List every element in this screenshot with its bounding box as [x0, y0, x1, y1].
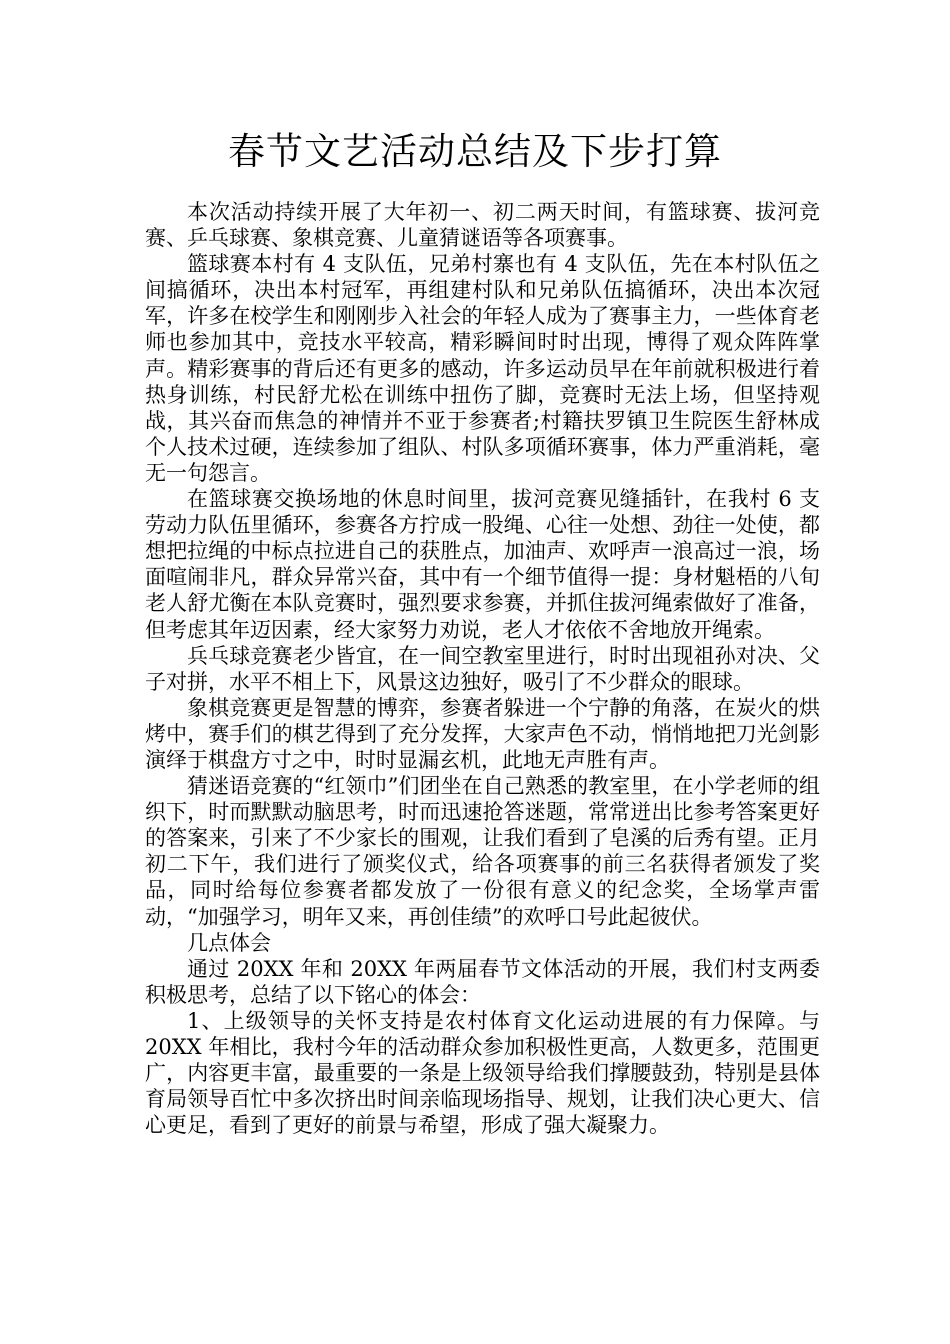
paragraph-riddles-and-awards: 猜迷语竞赛的“红领巾”们团坐在自己熟悉的教室里，在小学老师的组织下，时而默默动脑思考，时而迅速抢答迷题，常常迸出比参考答案更好的答案来，引来了不少家长的围观，让我们看到了皂溪的后秀有望。正月初二下午，我们进行了颁奖仪式，给各项赛事的前三名获得者颁发了奖品，同时给每位参赛者都发放了一份很有意义的纪念奖，全场掌声雷动，“加强学习，明年又来，再创佳绩”的欢呼口号此起彼伏。: [145, 774, 820, 929]
document-body: [145, 199, 820, 1138]
paragraph-table-tennis: 兵乓球竞赛老少皆宜，在一间空教室里进行，时时出现祖孙对决、父子对拼，水平不相上下，风景这边独好，吸引了不少群众的眼球。: [145, 643, 820, 694]
paragraph-chess: 象棋竞赛更是智慧的博弈，参赛者躲进一个宁静的角落，在炭火的烘烤中，赛手们的棋艺得到了充分发挥，大家声色不动，悄悄地把刀光剑影演绎于棋盘方寸之中，时时显漏玄机，此地无声胜有声。: [145, 695, 820, 772]
document-title: 春节文艺活动总结及下步打算: [228, 130, 722, 173]
paragraph-basketball: 篮球赛本村有 4 支队伍，兄弟村寨也有 4 支队伍，先在本村队伍之间搞循环，决出本村冠军，再组建村队和兄弟队伍搞循环，决出本次冠军，许多在校学生和刚刚步入社会的年轻人成为了赛事主力，一些体育老师也参加其中，竞技水平较高，精彩瞬间时时出现，博得了观众阵阵掌声。精彩赛事的背后还有更多的感动，许多运动员早在年前就积极进行着热身训练，村民舒尤松在训练中扭伤了脚，竞赛时无法上场，但坚持观战，其兴奋而焦急的神情并不亚于参赛者;村籍扶罗镇卫生院医生舒林成个人技术过硬，连续参加了组队、村队多项循环赛事，体力严重消耗，毫无一句怨言。: [145, 252, 820, 485]
section-heading-reflections: 几点体会: [187, 930, 271, 955]
paragraph-reflection-1: 1、上级领导的关怀支持是农村体育文化运动进展的有力保障。与 20XX 年相比，我村今年的活动群众参加积极性更高，人数更多，范围更广，内容更丰富，最重要的一条是上级领导给我们撑腰鼓劲，特别是县体育局领导百忙中多次挤出时间亲临现场指导、规划，让我们决心更大、信心更足，看到了更好的前景与希望，形成了强大凝聚力。: [145, 1008, 820, 1138]
paragraph-tug-of-war: 在篮球赛交换场地的休息时间里，拔河竞赛见缝插针，在我村 6 支劳动力队伍里循环，参赛各方拧成一股绳、心往一处想、劲往一处使，都想把拉绳的中标点拉进自己的获胜点，加油声、欢呼声一浪高过一浪，场面喧闹非凡，群众异常兴奋，其中有一个细节值得一提：身材魁梧的八旬老人舒尤衡在本队竞赛时，强烈要求参赛，并抓住拔河绳索做好了准备，但考虑其年迈因素，经大家努力劝说，老人才依依不舍地放开绳索。: [145, 487, 820, 642]
paragraph-reflections-intro: 通过 20XX 年和 20XX 年两届春节文体活动的开展，我们村支两委积极思考，总结了以下铭心的体会：: [145, 956, 820, 1007]
paragraph-activity-overview: 本次活动持续开展了大年初一、初二两天时间，有篮球赛、拔河竞赛、乒乓球赛、象棋竞赛、儿童猜谜语等各项赛事。: [145, 200, 820, 251]
